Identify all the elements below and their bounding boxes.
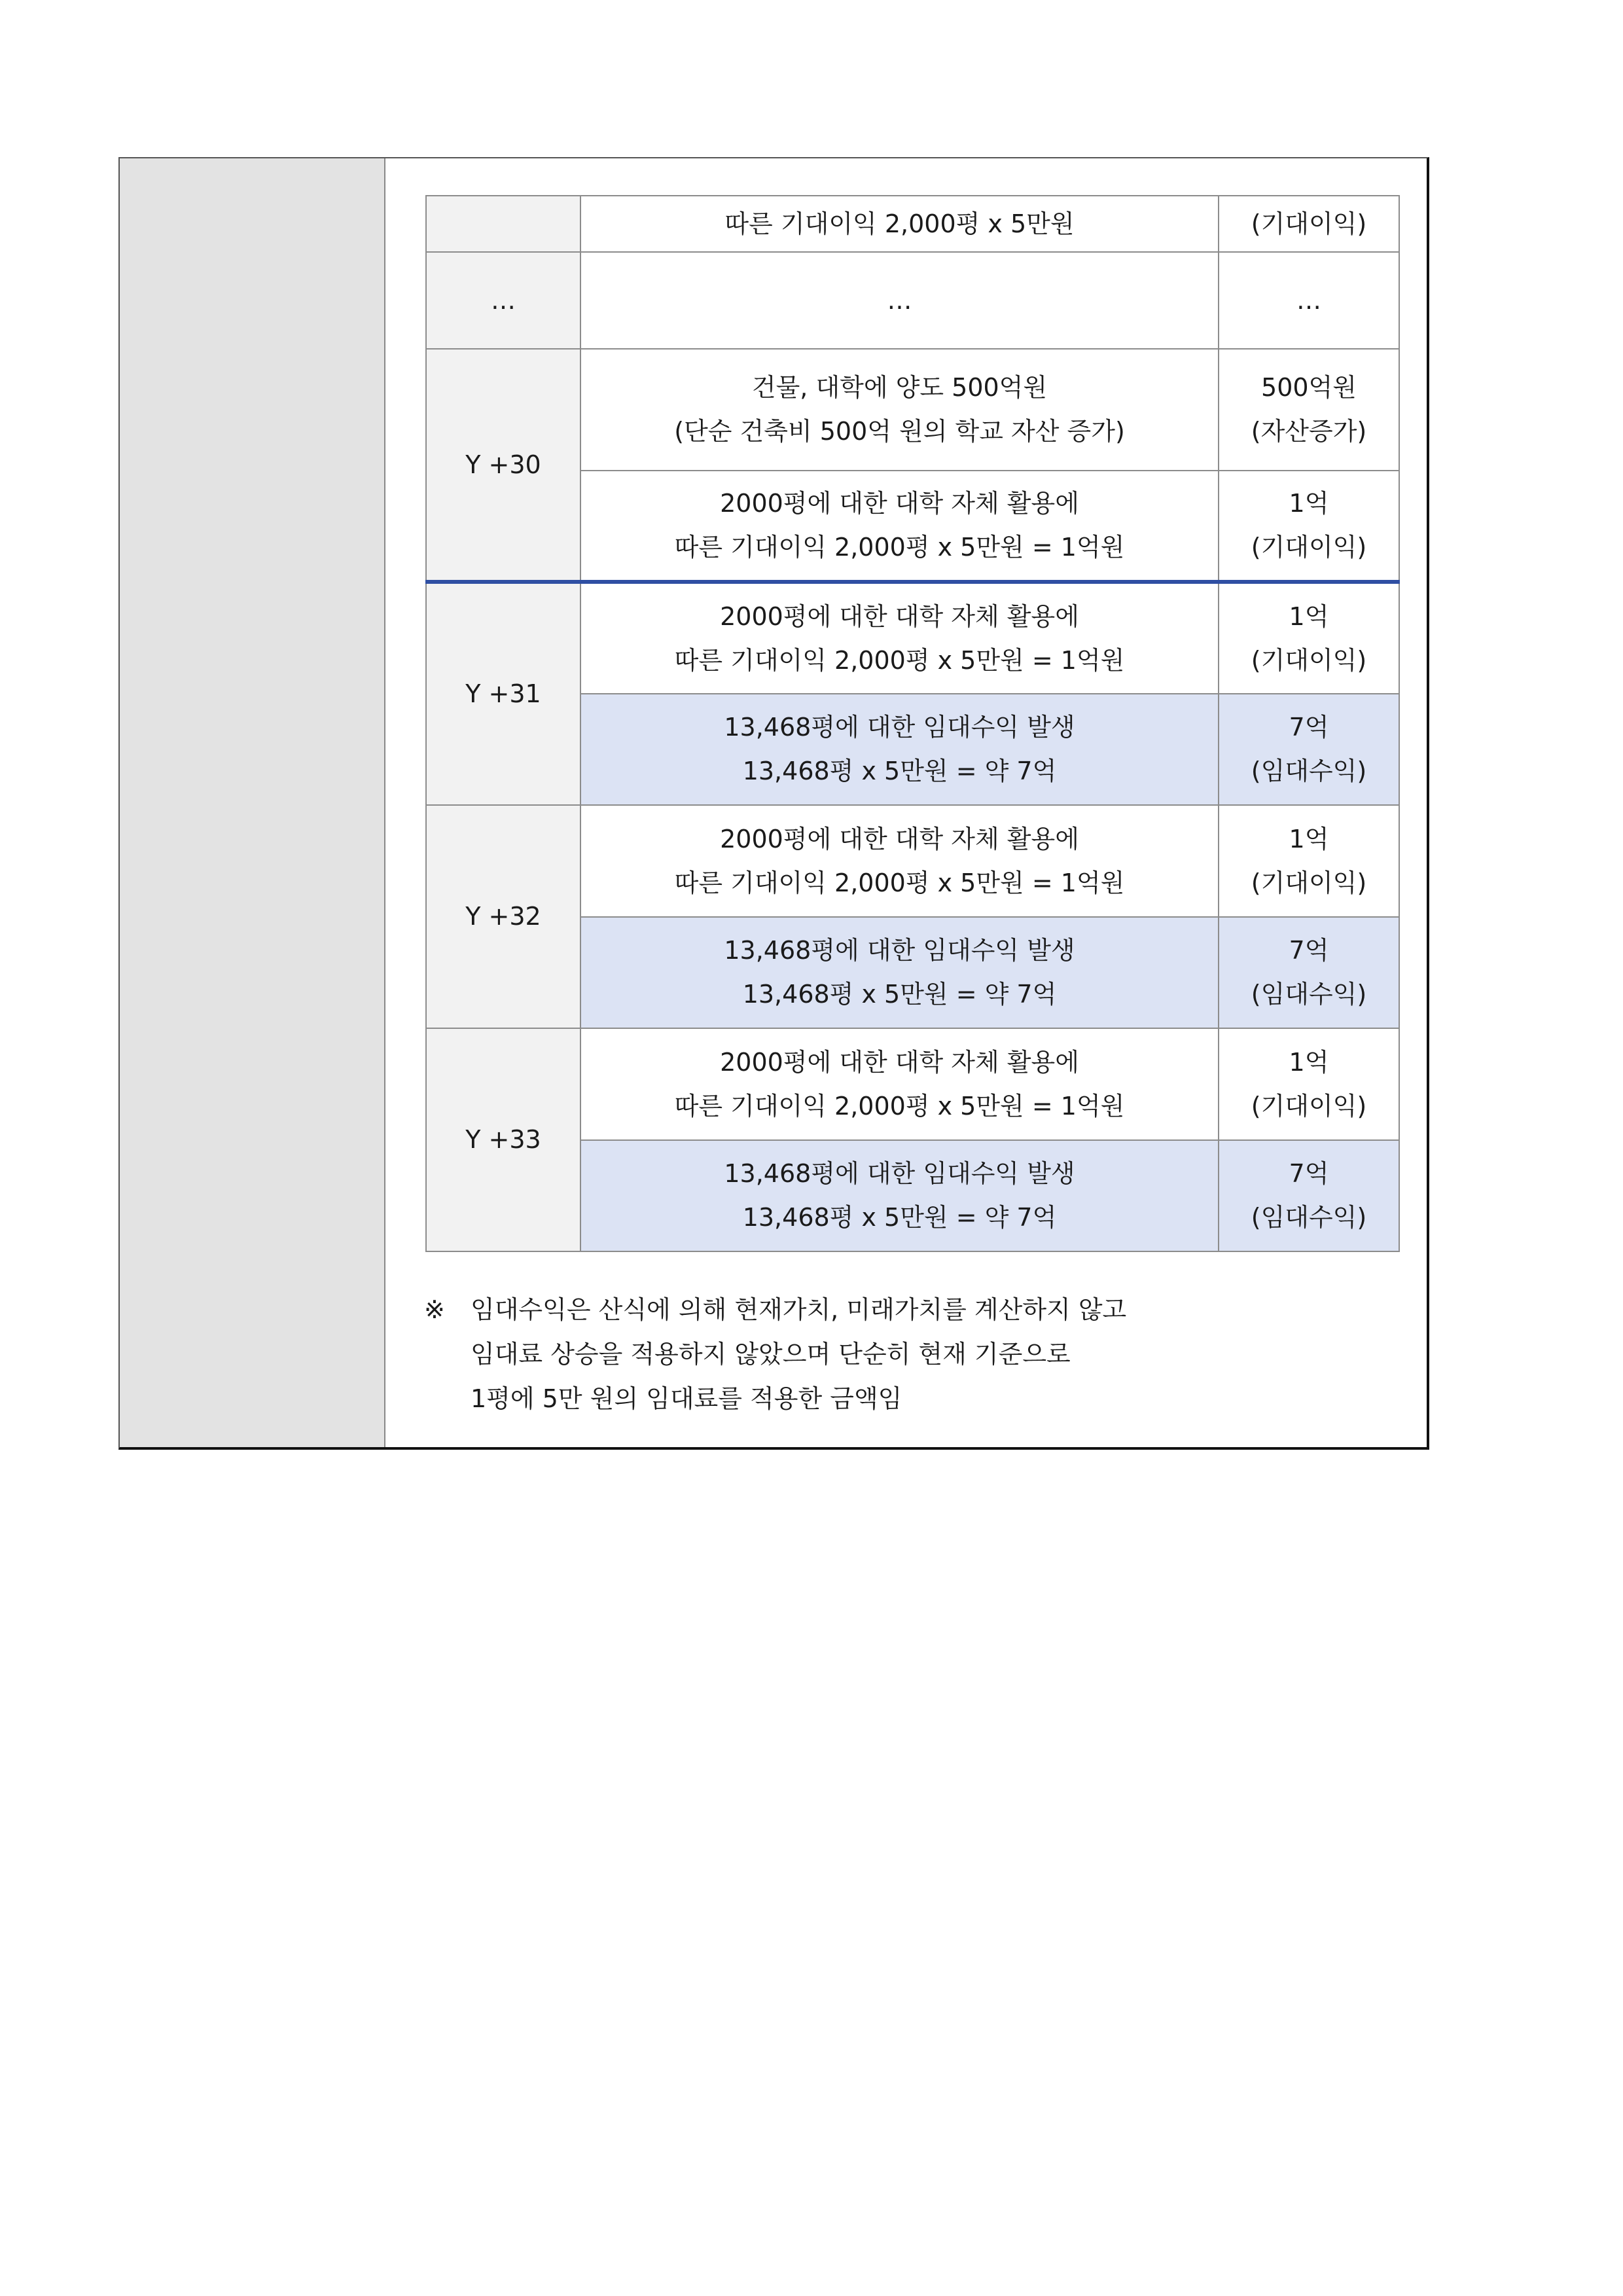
description-line: 13,468평에 대한 임대수익 발생 [724,936,1075,965]
amount-cell [1219,349,1399,471]
footnote [424,1287,1373,1421]
reference-mark: ※ [424,1295,445,1324]
amount-cell [1219,582,1399,694]
year-cell: Y +31 [426,582,580,805]
amount-cell [1219,196,1399,252]
description-cell [580,805,1219,917]
amount-line: 7억 [1289,1159,1329,1188]
description-line: 2000평에 대한 대학 자체 활용에 [720,1047,1079,1077]
year-cell [426,196,580,252]
amount-cell [1219,917,1399,1028]
amount-cell [1219,1028,1399,1140]
description-line: 따른 기대이익 2,000평 x 5만원 = 1억원 [674,1091,1125,1121]
footnote-line: 1평에 5만 원의 임대료를 적용한 금액임 [471,1384,902,1413]
amount-cell [1219,805,1399,917]
description-line: … [887,285,912,315]
year-cell: Y +33 [426,1028,580,1251]
description-cell [580,582,1219,694]
footnote-text: 임대수익은 산식에 의해 현재가치, 미래가치를 계산하지 않고 [471,1295,1127,1324]
description-line: 건물, 대학에 양도 500억원 [751,373,1048,402]
amount-line: 1억 [1289,1047,1329,1077]
description-line: 따른 기대이익 2,000평 x 5만원 = 1억원 [674,645,1125,675]
table-row [426,582,1399,694]
description-cell [580,349,1219,471]
description-line: 13,468평에 대한 임대수익 발생 [724,713,1075,742]
description-line: 따른 기대이익 2,000평 x 5만원 [724,209,1075,238]
table-row [426,349,1399,471]
description-line: 13,468평 x 5만원 = 약 7억 [742,757,1057,785]
amount-line: 7억 [1289,713,1329,742]
amount-line: (임대수익) [1251,757,1367,785]
description-cell [580,694,1219,805]
description-line: 13,468평 x 5만원 = 약 7억 [742,980,1057,1009]
table-row [426,252,1399,349]
document-frame [118,157,1429,1450]
description-line: 따른 기대이익 2,000평 x 5만원 = 1억원 [674,868,1125,897]
amount-line: 1억 [1289,824,1329,853]
description-cell [580,471,1219,582]
amount-line: 7억 [1289,936,1329,965]
left-label-column [120,158,385,1447]
description-cell [580,917,1219,1028]
amount-line: (기대이익) [1251,533,1367,562]
description-line: (단순 건축비 500억 원의 학교 자산 증가) [674,417,1125,446]
amount-line: … [1296,285,1321,315]
table-row [426,196,1399,252]
amount-line: (자산증가) [1251,417,1367,446]
description-cell [580,1028,1219,1140]
amount-line: 1억 [1289,489,1329,518]
footnote-line [424,1287,1373,1332]
description-cell [580,252,1219,349]
amount-cell [1219,471,1399,582]
amount-line: (기대이익) [1251,209,1367,238]
amount-cell [1219,252,1399,349]
amount-cell [1219,1140,1399,1251]
description-line: 따른 기대이익 2,000평 x 5만원 = 1억원 [674,533,1125,562]
amount-line: (기대이익) [1251,868,1367,897]
amount-line: 1억 [1289,601,1329,631]
description-line: 13,468평 x 5만원 = 약 7억 [742,1203,1057,1232]
description-cell [580,196,1219,252]
description-line: 2000평에 대한 대학 자체 활용에 [720,824,1079,853]
amount-line: (임대수익) [1251,1203,1367,1232]
description-line: 2000평에 대한 대학 자체 활용에 [720,489,1079,518]
amount-line: (임대수익) [1251,980,1367,1009]
amount-line: (기대이익) [1251,1091,1367,1121]
income-schedule-table [425,195,1400,1252]
amount-line: (기대이익) [1251,645,1367,675]
description-line: 13,468평에 대한 임대수익 발생 [724,1159,1075,1188]
footnote-line: 임대료 상승을 적용하지 않았으며 단순히 현재 기준으로 [471,1340,1071,1369]
table-row [426,805,1399,917]
amount-line: 500억원 [1261,373,1357,402]
amount-cell [1219,694,1399,805]
description-cell [580,1140,1219,1251]
year-cell: … [426,252,580,349]
description-line: 2000평에 대한 대학 자체 활용에 [720,601,1079,631]
table-row [426,1028,1399,1140]
year-cell: Y +30 [426,349,580,582]
year-cell: Y +32 [426,805,580,1028]
